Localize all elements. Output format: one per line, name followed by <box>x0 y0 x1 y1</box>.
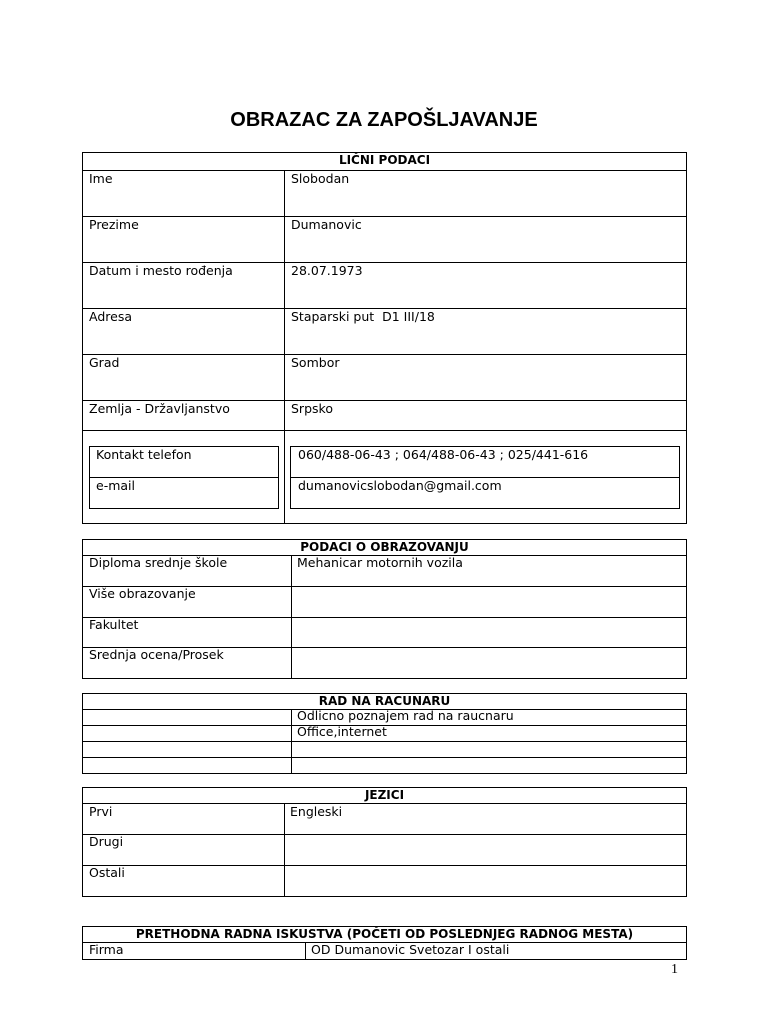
page-number: 1 <box>671 962 678 977</box>
label-prezime: Prezime <box>89 217 139 232</box>
field-firma[interactable]: OD Dumanovic Svetozar I ostali <box>311 942 510 957</box>
field-drzavljanstvo[interactable]: Srpsko <box>291 401 333 416</box>
field-datum-rodjenja[interactable]: 28.07.1973 <box>291 263 363 278</box>
label-fakultet: Fakultet <box>89 617 139 632</box>
field-racunar-1[interactable]: Odlicno poznajem rad na raucnaru <box>297 708 514 723</box>
section-header: PRETHODNA RADNA ISKUSTVA (POČETI OD POSLEDNJEG RADNOG MESTA) <box>135 927 634 941</box>
field-prezime[interactable]: Dumanovic <box>291 217 362 232</box>
section-radna-iskustva <box>82 926 687 960</box>
field-racunar-2[interactable]: Office,internet <box>297 724 387 739</box>
label-kontakt-telefon: Kontakt telefon <box>96 447 192 462</box>
field-email[interactable]: dumanovicslobodan@gmail.com <box>298 478 502 493</box>
section-rad-na-racunaru <box>82 693 687 774</box>
field-ime[interactable]: Slobodan <box>291 171 350 186</box>
field-jezik-prvi[interactable]: Engleski <box>290 804 343 819</box>
label-grad: Grad <box>89 355 120 370</box>
field-diploma[interactable]: Mehanicar motornih vozila <box>297 555 463 570</box>
field-adresa[interactable]: Staparski put D1 III/18 <box>291 309 435 324</box>
label-vise-obrazovanje: Više obrazovanje <box>89 586 196 601</box>
label-email: e-mail <box>96 478 135 493</box>
label-datum-rodjenja: Datum i mesto rođenja <box>89 263 233 278</box>
label-adresa: Adresa <box>89 309 132 324</box>
form-title: OBRAZAC ZA ZAPOŠLJAVANJE <box>230 109 538 131</box>
label-jezik-drugi: Drugi <box>89 834 124 849</box>
section-header: LIČNI PODACI <box>338 153 431 167</box>
label-diploma: Diploma srednje škole <box>89 555 228 570</box>
section-header: PODACI O OBRAZOVANJU <box>300 540 469 554</box>
label-firma: Firma <box>89 942 124 957</box>
label-prosek: Srednja ocena/Prosek <box>89 647 224 662</box>
section-header: JEZICI <box>364 788 405 802</box>
section-jezici <box>82 787 687 897</box>
label-ime: Ime <box>89 171 113 186</box>
section-header: RAD NA RACUNARU <box>318 694 451 708</box>
field-kontakt-telefon[interactable]: 060/488-06-43 ; 064/488-06-43 ; 025/441-616 <box>298 447 589 462</box>
label-jezik-ostali: Ostali <box>89 865 125 880</box>
label-jezik-prvi: Prvi <box>89 804 113 819</box>
section-licni-podaci <box>82 152 687 524</box>
field-grad[interactable]: Sombor <box>291 355 340 370</box>
section-obrazovanje <box>82 539 687 679</box>
label-drzavljanstvo: Zemlja - Državljanstvo <box>89 401 230 416</box>
